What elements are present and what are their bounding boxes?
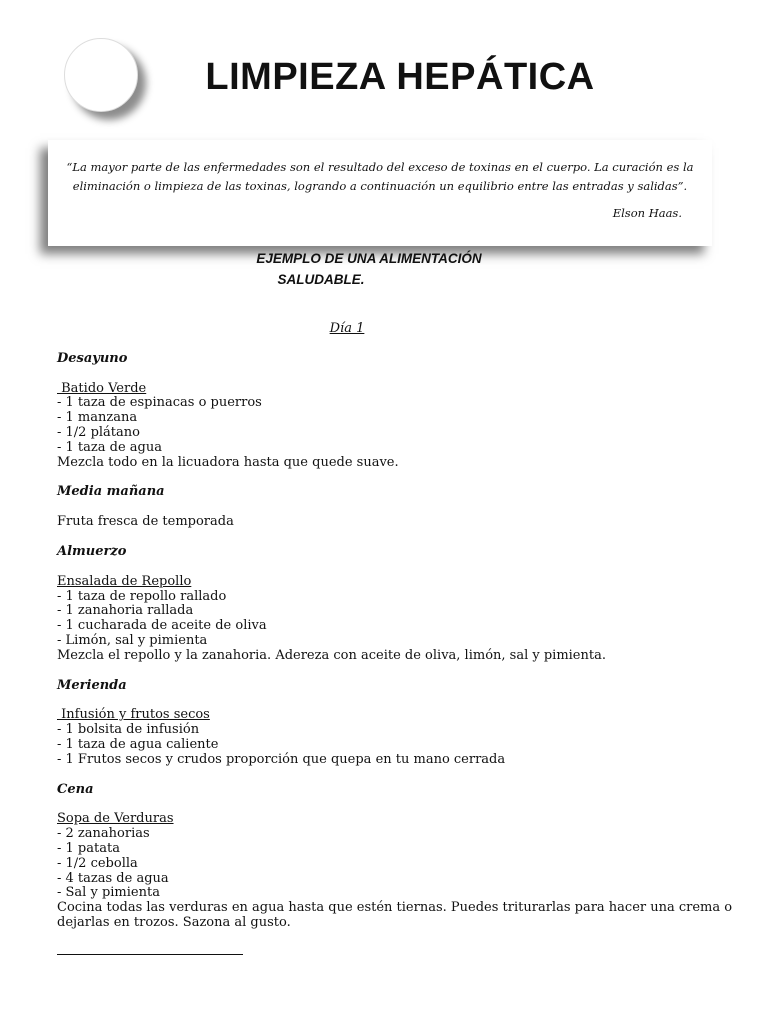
quote-author: Elson Haas. [612,206,682,220]
meal-section [57,812,757,930]
ingredient: - 1 patata [57,840,120,856]
ingredient: - 1 cucharada de aceite de oliva [57,618,267,634]
recipe-title: Sopa de Verduras [57,811,174,827]
meal-section [57,575,757,664]
ingredient: - 1 manzana [57,410,138,426]
quote-text: “La mayor parte de las enfermedades son el resultado del exceso de toxinas en el cuerpo. La curación es la eliminación o limpieza de las toxinas, logrando a continuación un equilibrio entre las entradas y salidas”. [66,160,694,193]
meal-heading: Almuerzo [57,543,127,559]
ingredient: - 1/2 cebolla [57,855,138,871]
ingredient: - 2 zanahorias [57,826,150,842]
subtitle-line-1: EJEMPLO DE UNA ALIMENTACIÓN [256,251,482,266]
ingredient: - 1 bolsita de infusión [57,722,200,738]
ingredient: - 1 taza de espinacas o puerros [57,395,262,411]
meal-text: Fruta fresca de temporada [57,514,234,530]
ingredient: - 1 taza de repollo rallado [57,588,227,604]
subtitle [0,248,738,290]
ingredient: - 1 taza de agua [57,439,162,455]
ingredient: - 1/2 plátano [57,424,140,440]
ingredient: - 4 tazas de agua [57,870,169,886]
meal-heading: Merienda [57,677,127,693]
instructions: Mezcla todo en la licuadora hasta que quede suave. [57,454,399,470]
instructions: Cocina todas las verduras en agua hasta que estén tiernas. Puedes triturarlas para hacer una crema o dejarlas en trozos. Sazona al gusto. [57,900,733,930]
meal-heading: Desayuno [57,350,128,366]
ingredient: - Limón, sal y pimienta [57,632,208,648]
ingredient: - 1 Frutos secos y crudos proporción que quepa en tu mano cerrada [57,751,506,767]
ingredient: - 1 taza de agua caliente [57,736,219,752]
page-title: LIMPIEZA HEPÁTICA [205,56,595,98]
ingredient: - Sal y pimienta [57,885,160,901]
ingredient: - 1 zanahoria rallada [57,603,194,619]
meal-section [57,708,757,767]
footnote-divider [57,954,243,955]
subtitle-line-2: SALUDABLE. [277,272,365,287]
instructions: Mezcla el repollo y la zanahoria. Adereza con aceite de oliva, limón, sal y pimienta. [57,647,606,663]
recipe-title: Batido Verde [57,380,147,396]
meal-heading: Media mañana [57,484,165,500]
recipe-title: Ensalada de Repollo [57,573,192,589]
meal-plan [57,322,757,931]
recipe-title: Infusión y frutos secos [57,707,210,723]
meal-section [57,382,757,471]
day-heading: Día 1 [329,321,365,336]
meal-heading: Cena [57,781,94,797]
quote-box [48,140,712,246]
